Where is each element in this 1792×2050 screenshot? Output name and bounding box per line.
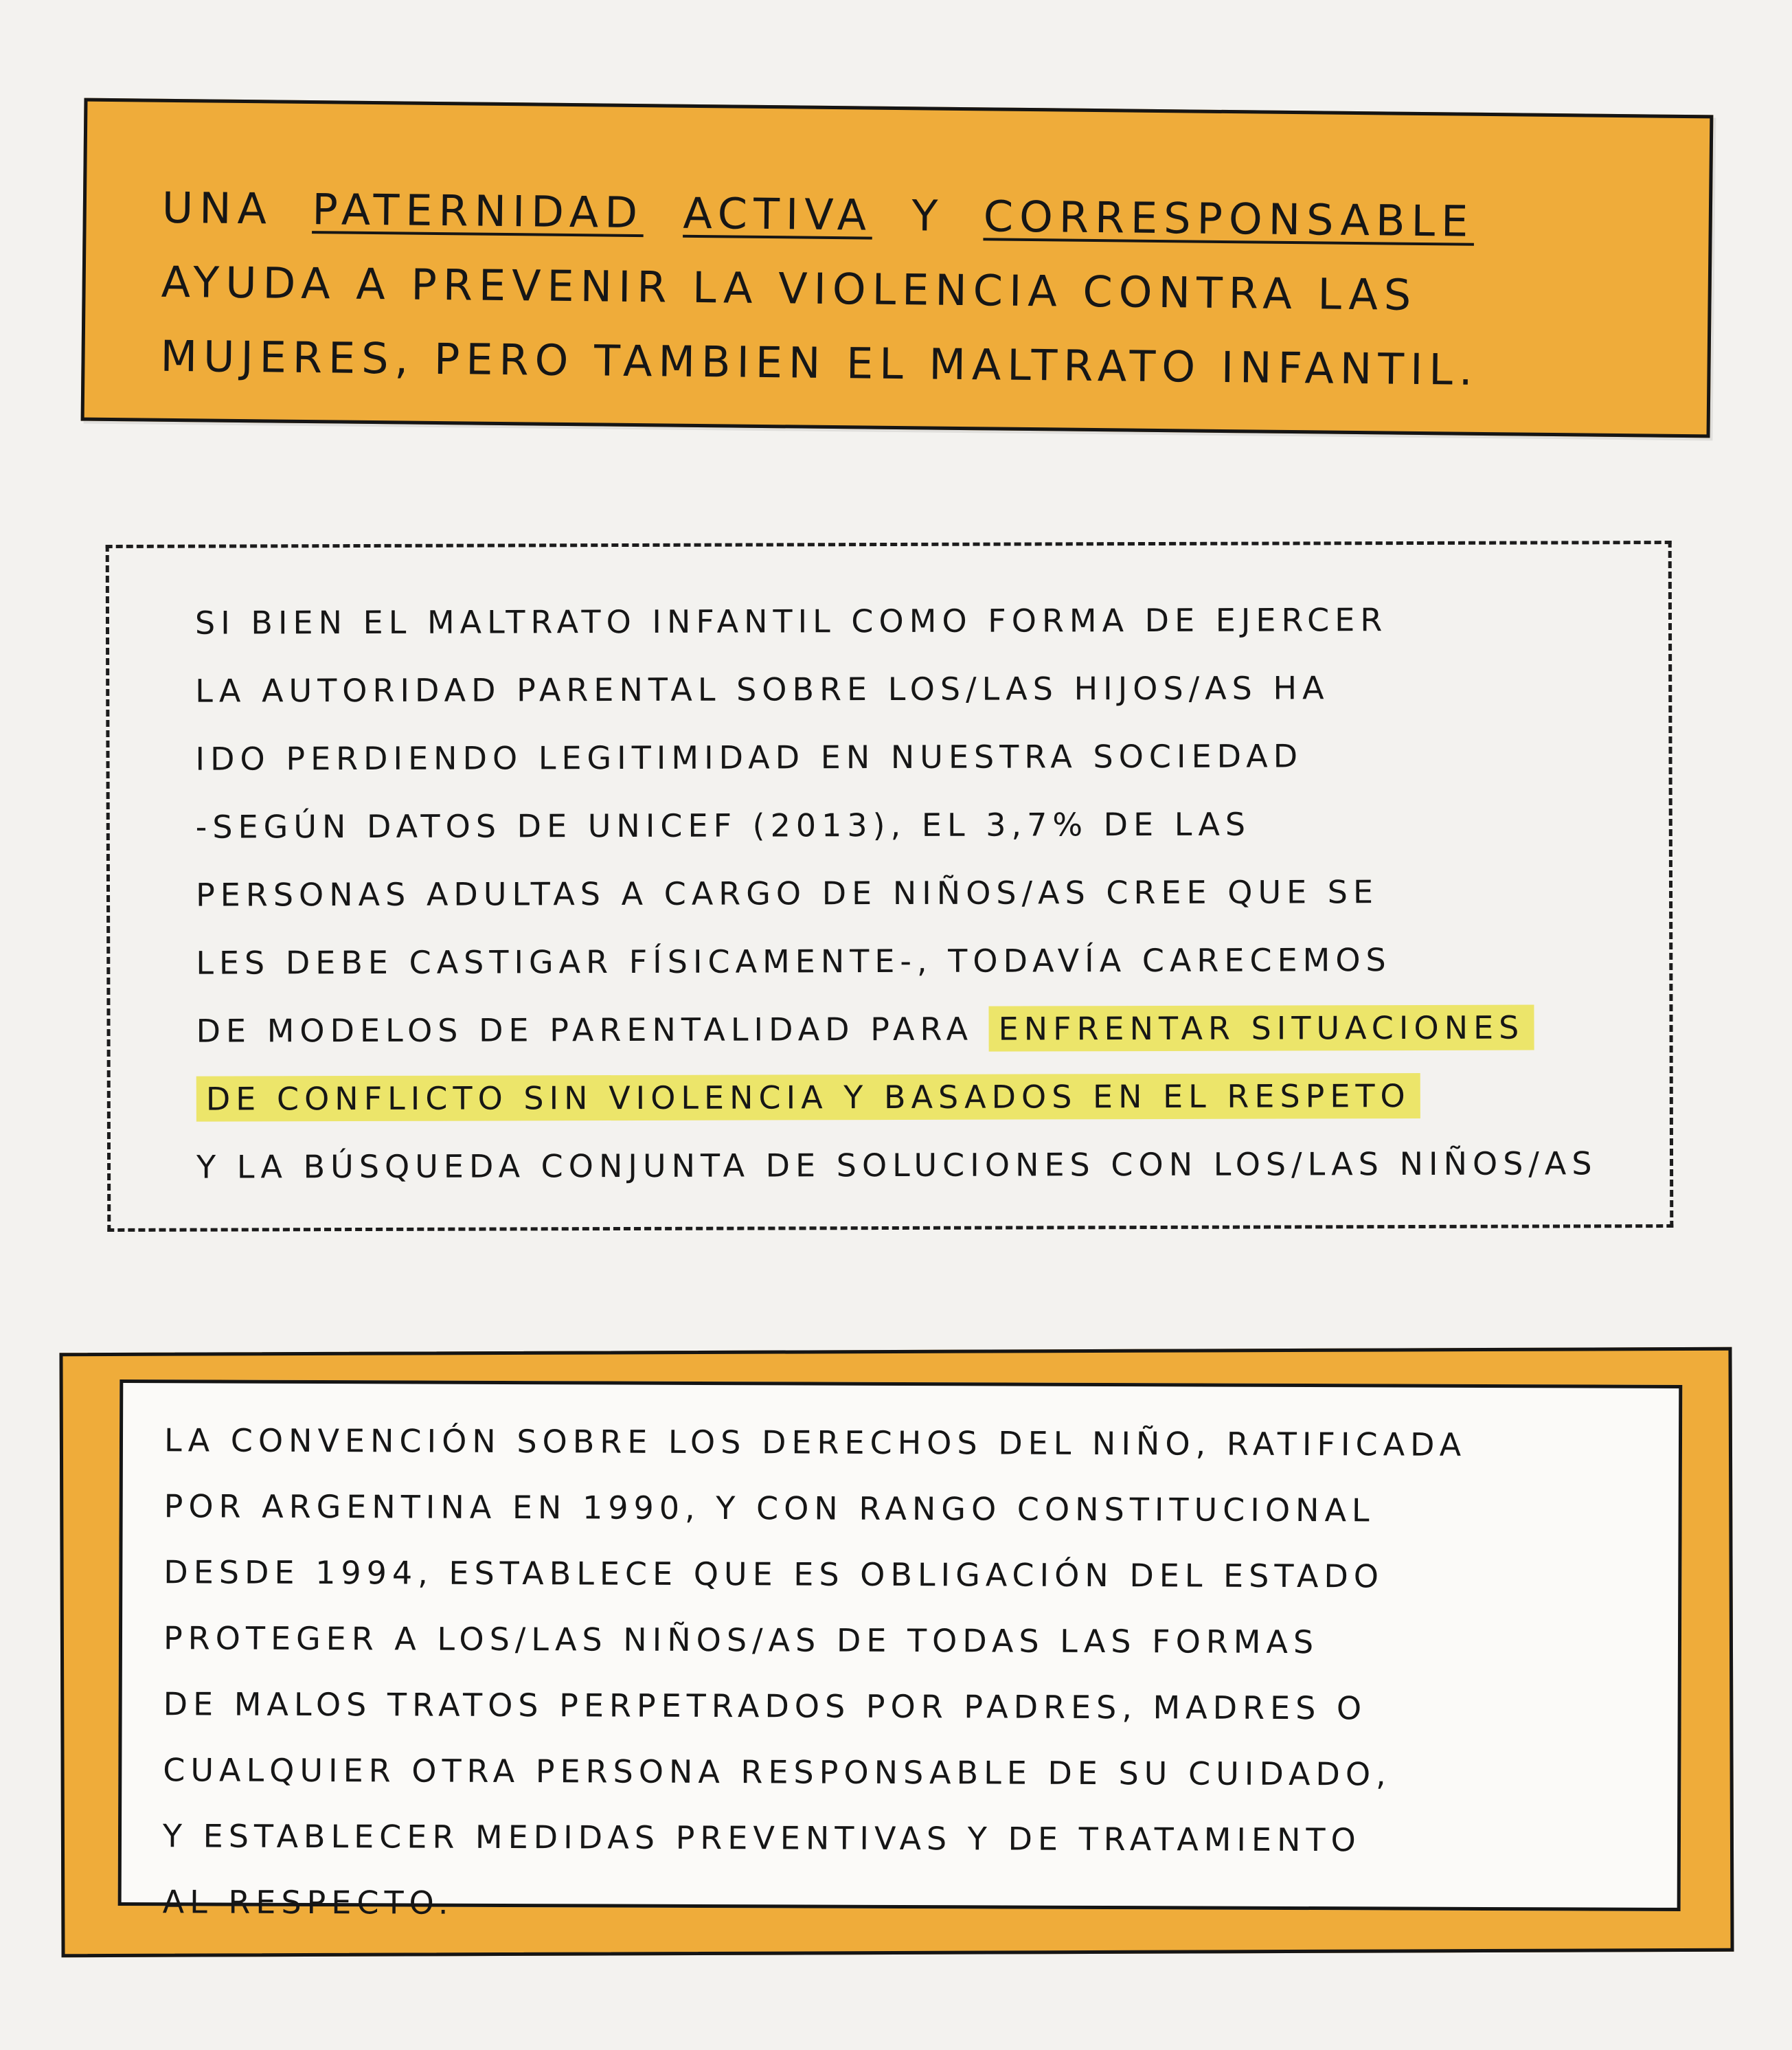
maltrato-line-1: SI BIEN EL MALTRATO INFANTIL COMO FORMA DE EJERCER xyxy=(194,601,1388,642)
highlighted-text: DE CONFLICTO SIN VIOLENCIA Y BASADOS EN EL RESPETO xyxy=(196,1073,1420,1122)
convencion-line-3: DESDE 1994, ESTABLECE QUE ES OBLIGACIÓN DEL ESTADO xyxy=(163,1553,1385,1595)
maltrato-line-4: -SEGÚN DATOS DE UNICEF (2013), EL 3,7% DE LAS xyxy=(195,805,1251,846)
maltrato-line-7-plain: DE MODELOS DE PARENTALIDAD PARA xyxy=(196,1010,989,1050)
intro-line-3: MUJERES, PERO TAMBIEN EL MALTRATO INFANTIL. xyxy=(160,330,1479,395)
intro-word-activa: ACTIVA xyxy=(683,188,873,240)
maltrato-panel xyxy=(106,541,1674,1232)
convencion-line-5: DE MALOS TRATOS PERPETRADOS POR PADRES, MADRES O xyxy=(163,1685,1368,1727)
convencion-line-6: CUALQUIER OTRA PERSONA RESPONSABLE DE SU CUIDADO, xyxy=(163,1751,1392,1793)
maltrato-line-2: LA AUTORIDAD PARENTAL SOBRE LOS/LAS HIJOS/AS HA xyxy=(195,669,1330,710)
intro-panel xyxy=(81,98,1714,438)
intro-line-1 xyxy=(161,171,1480,259)
maltrato-text xyxy=(195,585,1598,1201)
convencion-text xyxy=(162,1407,1466,1939)
maltrato-line-3: IDO PERDIENDO LEGITIMIDAD EN NUESTRA SOCIEDAD xyxy=(195,737,1304,778)
intro-word-una: UNA xyxy=(161,182,273,234)
maltrato-line-8 xyxy=(196,1061,1598,1133)
convencion-line-4: PROTEGER A LOS/LAS NIÑOS/AS DE TODAS LAS FORMAS xyxy=(163,1619,1319,1661)
intro-word-corresponsable: CORRESPONSABLE xyxy=(983,191,1475,247)
intro-line-2: AYUDA A PREVENIR LA VIOLENCIA CONTRA LAS xyxy=(161,256,1418,320)
maltrato-line-6: LES DEBE CASTIGAR FÍSICAMENTE-, TODAVÍA CARECEMOS xyxy=(196,941,1392,982)
convencion-panel xyxy=(59,1347,1734,1957)
convencion-inner-box xyxy=(118,1379,1683,1922)
maltrato-line-5: PERSONAS ADULTAS A CARGO DE NIÑOS/AS CREE QUE SE xyxy=(195,873,1379,914)
highlighted-text: ENFRENTAR SITUACIONES xyxy=(989,1005,1534,1052)
intro-text xyxy=(160,171,1480,407)
intro-word-paternidad: PATERNIDAD xyxy=(312,184,644,238)
intro-word-y: Y xyxy=(911,190,944,241)
convencion-line-1: LA CONVENCIÓN SOBRE LOS DERECHOS DEL NIÑO, RATIFICADA xyxy=(163,1421,1467,1463)
maltrato-line-9: Y LA BÚSQUEDA CONJUNTA DE SOLUCIONES CON LOS/LAS NIÑOS/AS xyxy=(196,1145,1598,1186)
convencion-line-7: Y ESTABLECER MEDIDAS PREVENTIVAS Y DE TRATAMIENTO xyxy=(162,1817,1361,1859)
convencion-line-2: POR ARGENTINA EN 1990, Y CON RANGO CONSTITUCIONAL xyxy=(163,1487,1375,1529)
convencion-line-8: AL RESPECTO. xyxy=(162,1883,454,1922)
maltrato-line-7 xyxy=(196,993,1597,1065)
